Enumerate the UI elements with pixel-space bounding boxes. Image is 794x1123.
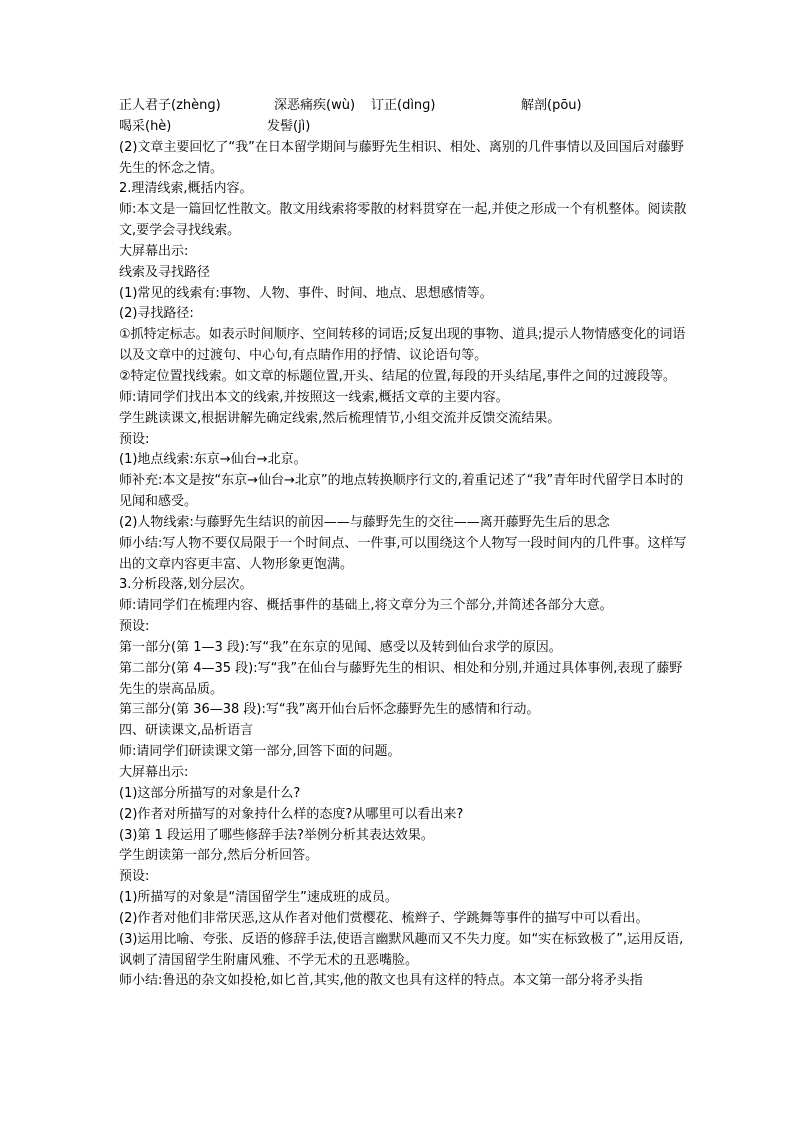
paragraph: 师:本文是一篇回忆性散文。散文用线索将零散的材料贯穿在一起,并使之形成一个有机整体。阅读散文,要学会寻找线索。 <box>119 202 687 239</box>
paragraph: (2)文章主要回忆了“我”在日本留学期间与藤野先生相识、相处、离别的几件事情以及回国后对藤野先生的怀念之情。 <box>119 139 684 176</box>
paragraph: 师补充:本文是按“东京→仙台→北京”的地点转换顺序行文的,着重记述了“我”青年时代留学日本时的见闻和感受。 <box>119 473 684 510</box>
paragraph: 第一部分(第 1—3 段):写“我”在东京的见闻、感受以及转到仙台求学的原因。 <box>119 639 562 655</box>
paragraph: 师小结:鲁迅的杂文如投枪,如匕首,其实,他的散文也具有这样的特点。本文第一部分将矛头指 <box>119 973 643 989</box>
paragraph: (2)寻找路径: <box>119 306 194 322</box>
paragraph: 预设: <box>119 869 150 885</box>
vocab-item: 解剖(pōu) <box>521 98 582 113</box>
paragraph: 师:请同学们在梳理内容、概括事件的基础上,将文章分为三个部分,并简述各部分大意。 <box>119 598 613 614</box>
vocab-row-2 <box>119 117 687 138</box>
paragraph: 线索及寻找路径 <box>119 264 211 280</box>
paragraph: 师小结:写人物不要仅局限于一个时间点、一件事,可以围绕这个人物写一段时间内的几件事。这样写出的文章内容更丰富、人物形象更饱满。 <box>119 535 687 572</box>
paragraph: 学生跳读课文,根据讲解先确定线索,然后梳理情节,小组交流并反馈交流结果。 <box>119 410 561 426</box>
vocab-row-1 <box>119 96 687 117</box>
document-body <box>119 96 687 992</box>
paragraph: 预设: <box>119 619 150 635</box>
paragraph: 第二部分(第 4—35 段):写“我”在仙台与藤野先生的相识、相处和分别,并通过具体事例,表现了藤野先生的崇高品质。 <box>119 660 683 697</box>
paragraph: (1)常见的线索有:事物、人物、事件、时间、地点、思想感情等。 <box>119 285 493 301</box>
vocab-item: 深恶痛疾(wù) <box>274 98 356 113</box>
paragraph: 大屏幕出示: <box>119 765 189 780</box>
paragraph: 2.理清线索,概括内容。 <box>119 181 253 197</box>
paragraph: 师:请同学们研读课文第一部分,回答下面的问题。 <box>119 744 401 760</box>
paragraph: 学生朗读第一部分,然后分析回答。 <box>119 848 319 864</box>
paragraph: ①抓特定标志。如表示时间顺序、空间转移的词语;反复出现的事物、道具;提示人物情感变化的词语以及文章中的过渡句、中心句,有点睛作用的抒情、议论语句等。 <box>119 327 686 364</box>
paragraph: 师:请同学们找出本文的线索,并按照这一线索,概括文章的主要内容。 <box>119 389 509 405</box>
paragraph: 预设: <box>119 431 150 447</box>
paragraph: (2)作者对他们非常厌恶,这从作者对他们赏樱花、梳辫子、学跳舞等事件的描写中可以看出。 <box>119 910 649 926</box>
paragraph-list <box>119 138 687 993</box>
paragraph: (3)运用比喻、夸张、反语的修辞手法,使语言幽默风趣而又不失力度。如“实在标致极了”,运用反语,讽刺了清国留学生附庸风雅、不学无术的丑恶嘴脸。 <box>119 931 684 968</box>
vocab-item: 正人君子(zhènɡ) <box>119 98 221 113</box>
paragraph: 大屏幕出示: <box>119 243 189 259</box>
paragraph: (1)地点线索:东京→仙台→北京。 <box>119 452 307 468</box>
paragraph: ②特定位置找线索。如文章的标题位置,开头、结尾的位置,每段的开头结尾,事件之间的过渡段等。 <box>119 368 677 384</box>
paragraph: (1)这部分所描写的对象是什么? <box>119 785 301 801</box>
paragraph: 第三部分(第 36—38 段):写“我”离开仙台后怀念藤野先生的感情和行动。 <box>119 702 540 718</box>
vocab-item: 订正(dìnɡ) <box>371 98 436 113</box>
paragraph: (2)作者对所描写的对象持什么样的态度?从哪里可以看出来? <box>119 806 464 822</box>
paragraph: (1)所描写的对象是“清国留学生”速成班的成员。 <box>119 890 398 906</box>
vocab-item: 发髻(jì) <box>267 118 311 134</box>
paragraph: (3)第 1 段运用了哪些修辞手法?举例分析其表达效果。 <box>119 827 434 843</box>
paragraph: 3.分析段落,划分层次。 <box>119 577 253 593</box>
paragraph: (2)人物线索:与藤野先生结识的前因——与藤野先生的交往——离开藤野先生后的思念 <box>119 514 610 530</box>
vocab-item: 喝采(hè) <box>119 118 172 134</box>
paragraph: 四、研读课文,品析语言 <box>119 723 254 739</box>
